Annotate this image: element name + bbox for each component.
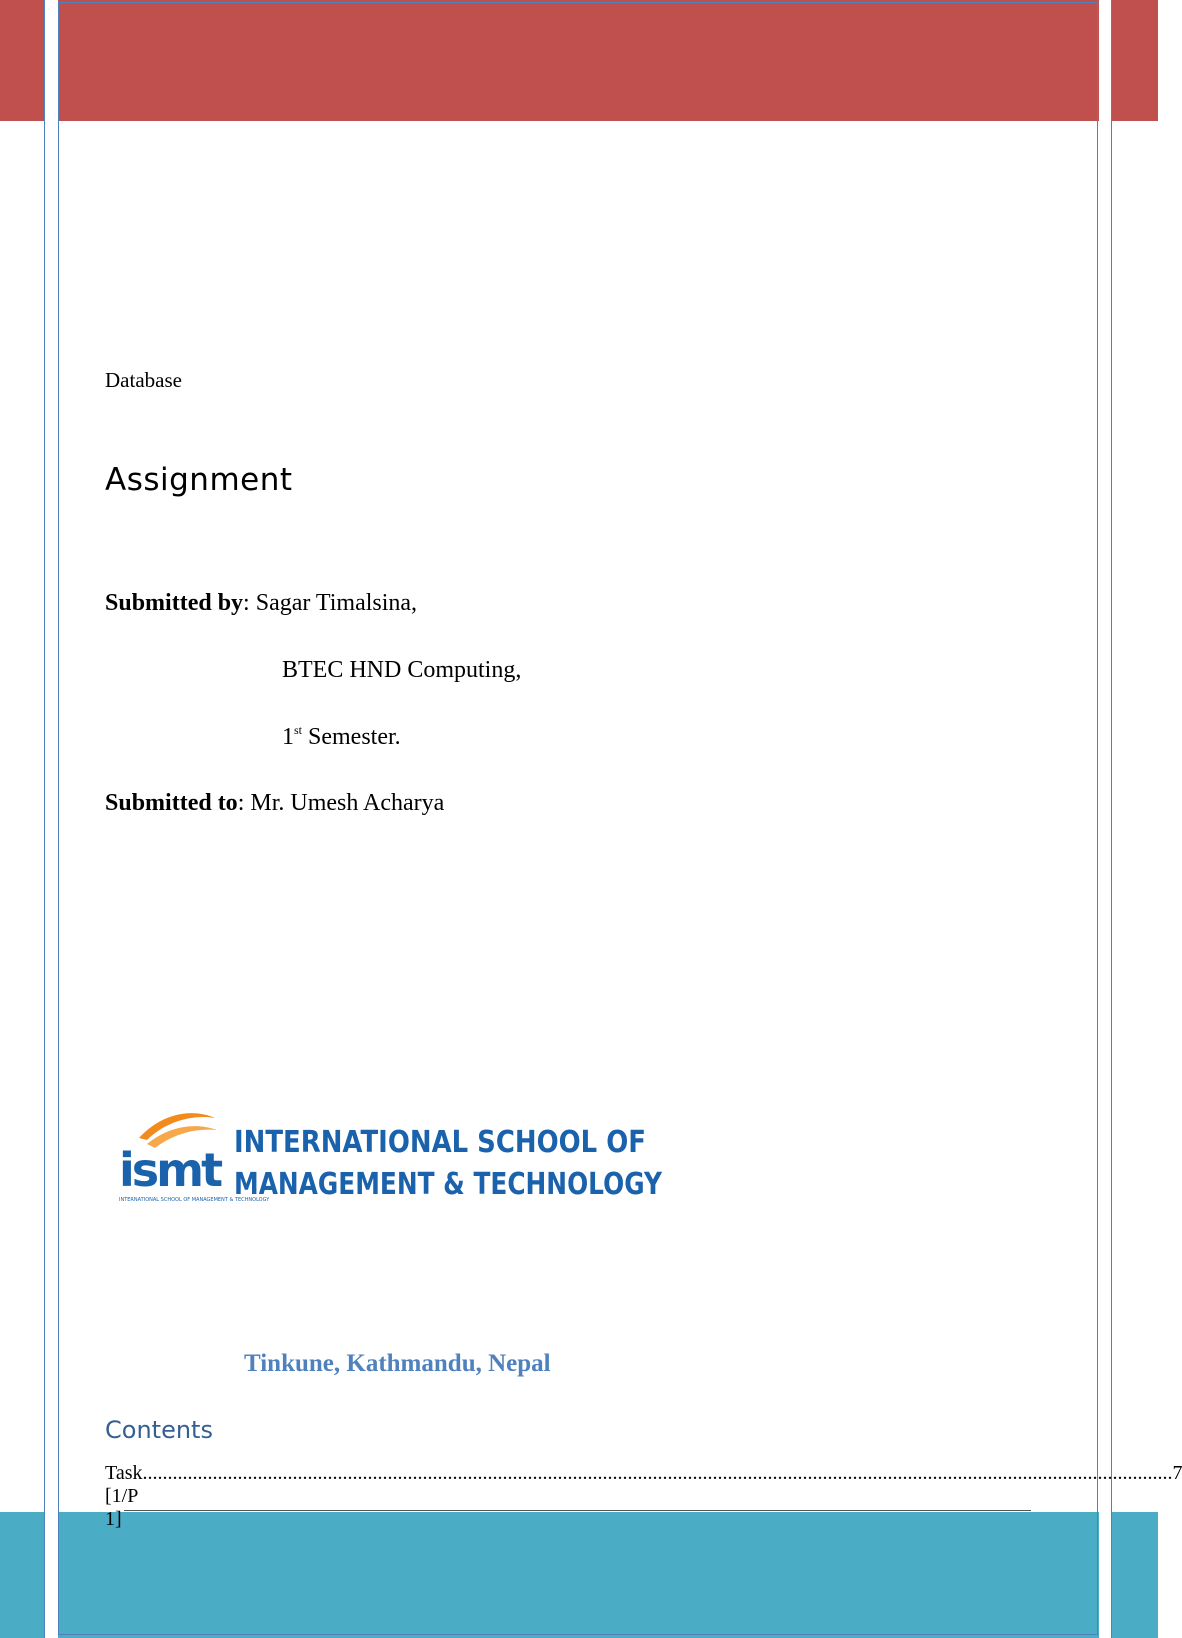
submitted-to-value: : Mr. Umesh Acharya xyxy=(237,790,445,816)
contents-heading: Contents xyxy=(105,1416,213,1444)
toc-entry-page: 7 xyxy=(1172,1462,1182,1484)
left-margin-gap xyxy=(44,0,58,1638)
ismt-logo xyxy=(117,1108,667,1208)
logo-swoosh-icon xyxy=(139,1113,215,1140)
toc-entry-label: Task [1/P 1] xyxy=(105,1462,143,1530)
logo-line-2: MANAGEMENT & TECHNOLOGY xyxy=(234,1167,664,1202)
submitted-by-value: : Sagar Timalsina, xyxy=(243,590,418,616)
logo-mark-text: ismt xyxy=(119,1143,221,1197)
toc-entry[interactable] xyxy=(105,1462,1182,1531)
page-break-rule xyxy=(124,1510,1031,1511)
logo-small-text: INTERNATIONAL SCHOOL OF MANAGEMENT & TECHNOLOGY xyxy=(119,1197,270,1203)
subject-label: Database xyxy=(105,368,182,392)
semester-line xyxy=(282,723,401,751)
submitted-by-line xyxy=(105,590,417,617)
submitted-by-label: Submitted by xyxy=(105,590,244,616)
submitted-to-label: Submitted to xyxy=(105,790,238,816)
logo-line-1: INTERNATIONAL SCHOOL OF xyxy=(234,1125,646,1160)
semester-number: 1 xyxy=(282,724,294,750)
submitted-to-line xyxy=(105,790,444,817)
left-outer-rule xyxy=(44,0,45,1638)
course-line: BTEC HND Computing, xyxy=(282,657,522,683)
right-margin-gap xyxy=(1099,0,1111,1638)
page-frame xyxy=(58,2,1098,1635)
semester-label: Semester. xyxy=(302,724,401,750)
right-outer-rule xyxy=(1111,0,1112,1638)
location-text: Tinkune, Kathmandu, Nepal xyxy=(244,1350,551,1377)
document-title: Assignment xyxy=(105,462,293,498)
toc-leader-dots: .............................................................................................................................................................................................................. xyxy=(142,1462,1173,1484)
semester-suffix: st xyxy=(294,723,303,737)
